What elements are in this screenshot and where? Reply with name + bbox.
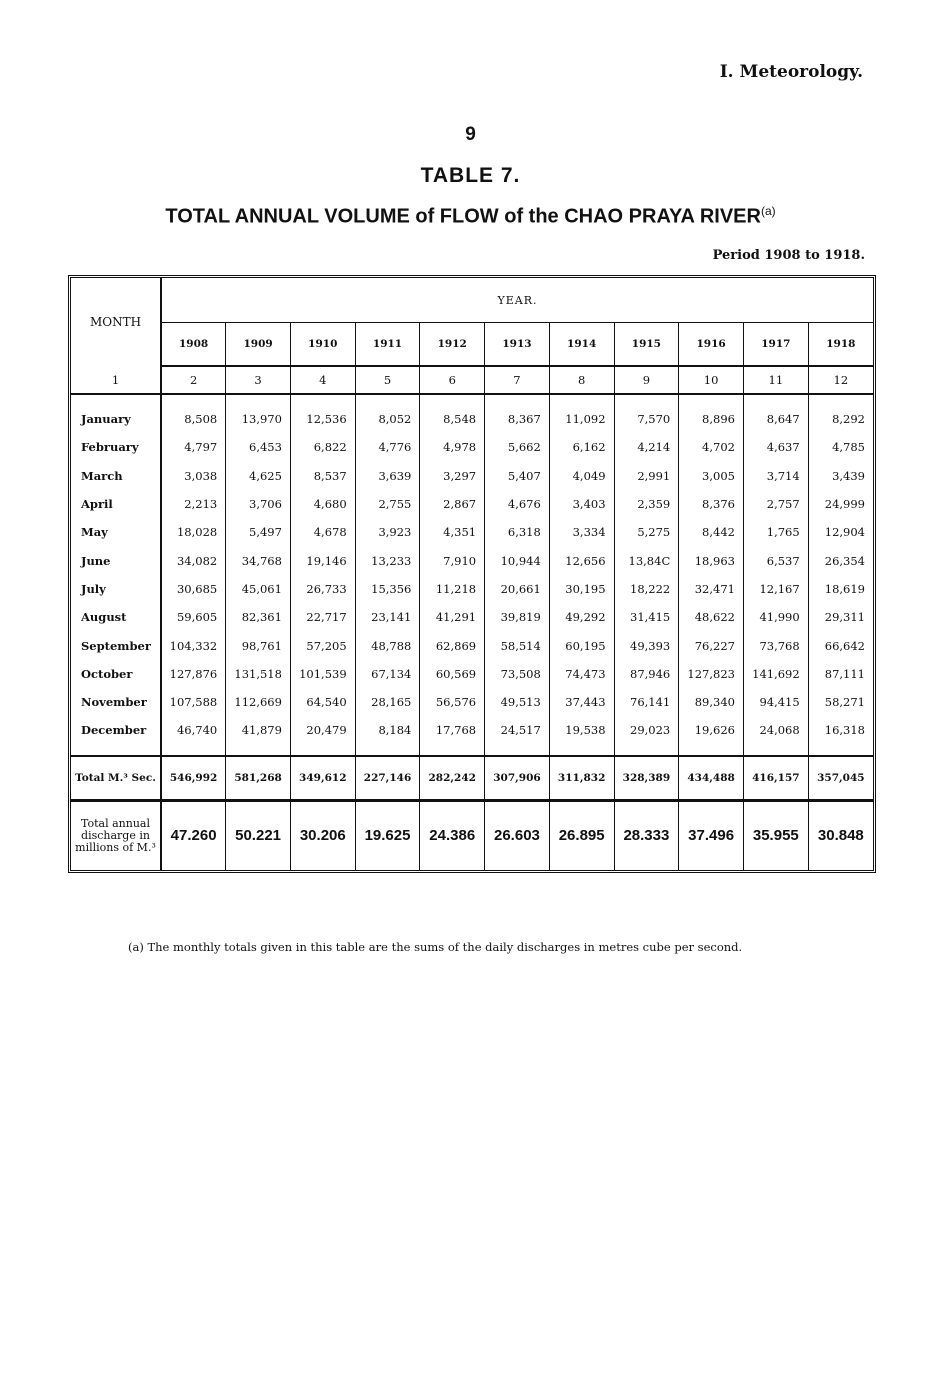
flow-value: 73,768	[743, 631, 808, 659]
flow-value: 82,361	[226, 603, 291, 631]
flow-value: 48,622	[679, 603, 744, 631]
flow-value: 20,479	[290, 716, 355, 755]
flow-value: 34,082	[161, 546, 226, 574]
flow-value: 2,359	[614, 490, 679, 518]
table-row	[71, 490, 873, 518]
footnote: (a) The monthly totals given in this table are the sums of the daily discharges in metres cube per second.	[128, 940, 743, 954]
year-header: 1909	[226, 323, 291, 367]
flow-value: 64,540	[290, 688, 355, 716]
year-header: 1908	[161, 323, 226, 367]
flow-value: 26,733	[290, 575, 355, 603]
annual-discharge-value: 30.848	[817, 827, 864, 845]
flow-value: 59,605	[161, 603, 226, 631]
flow-value: 66,642	[824, 638, 865, 653]
year-header: 1918	[808, 323, 873, 367]
month-label: December	[71, 716, 161, 755]
column-number: 6	[420, 366, 485, 394]
flow-value: 32,471	[679, 575, 744, 603]
annual-discharge-value: 19.625	[355, 800, 420, 870]
page-number: 9	[465, 124, 476, 145]
flow-value: 41,291	[420, 603, 485, 631]
flow-value: 76,141	[614, 688, 679, 716]
month-label: July	[71, 575, 161, 603]
flow-table	[71, 278, 873, 870]
flow-value: 17,768	[420, 716, 485, 755]
flow-value: 24,999	[824, 497, 865, 512]
column-number: 1	[71, 366, 161, 394]
annual-discharge-value: 26.895	[549, 800, 614, 870]
flow-value: 6,453	[226, 433, 291, 461]
month-label: March	[71, 462, 161, 490]
flow-value: 1,765	[743, 518, 808, 546]
flow-value: 2,755	[355, 490, 420, 518]
flow-value: 98,761	[226, 631, 291, 659]
flow-value: 29,023	[614, 716, 679, 755]
annual-discharge-value: 35.955	[743, 800, 808, 870]
annual-discharge-label: Total annual discharge in millions of M.³	[71, 800, 161, 870]
flow-value: 8,537	[290, 462, 355, 490]
annual-discharge-value: 50.221	[226, 800, 291, 870]
table-row	[71, 631, 873, 659]
month-label: April	[71, 490, 161, 518]
flow-value: 4,351	[420, 518, 485, 546]
table-title	[0, 204, 941, 229]
flow-value: 3,038	[161, 462, 226, 490]
flow-value: 3,706	[226, 490, 291, 518]
flow-value: 104,332	[161, 631, 226, 659]
table-row	[71, 518, 873, 546]
flow-value: 48,788	[355, 631, 420, 659]
flow-value: 3,714	[743, 462, 808, 490]
flow-value: 7,570	[614, 394, 679, 433]
table-row	[71, 546, 873, 574]
flow-value: 5,275	[614, 518, 679, 546]
flow-value: 62,869	[420, 631, 485, 659]
flow-value: 112,669	[226, 688, 291, 716]
flow-value: 11,218	[420, 575, 485, 603]
title-note-marker: (a)	[760, 204, 776, 218]
flow-value: 7,910	[420, 546, 485, 574]
flow-value: 29,311	[824, 610, 865, 625]
flow-value: 94,415	[743, 688, 808, 716]
flow-value: 5,662	[485, 433, 550, 461]
flow-value: 26,354	[824, 553, 865, 568]
flow-value: 12,536	[290, 394, 355, 433]
flow-value: 49,393	[614, 631, 679, 659]
total-value: 282,242	[420, 756, 485, 801]
flow-value: 18,619	[824, 581, 865, 596]
flow-value: 101,539	[290, 660, 355, 688]
table-row	[71, 603, 873, 631]
flow-value: 16,318	[824, 723, 865, 738]
column-number: 2	[161, 366, 226, 394]
flow-value: 89,340	[679, 688, 744, 716]
annual-discharge-value: 47.260	[161, 800, 226, 870]
flow-value: 8,052	[355, 394, 420, 433]
year-header: 1914	[549, 323, 614, 367]
column-number: 12	[808, 366, 873, 394]
flow-table-frame	[68, 275, 876, 873]
table-row	[71, 433, 873, 461]
flow-value: 11,092	[549, 394, 614, 433]
period-label: Period 1908 to 1918.	[712, 248, 865, 263]
flow-value: 3,439	[832, 468, 865, 483]
flow-value: 4,680	[290, 490, 355, 518]
flow-value: 19,538	[549, 716, 614, 755]
flow-value: 18,963	[679, 546, 744, 574]
flow-value: 6,162	[549, 433, 614, 461]
flow-value: 8,896	[679, 394, 744, 433]
month-column-header: MONTH	[71, 278, 161, 366]
column-number: 9	[614, 366, 679, 394]
flow-value: 3,005	[679, 462, 744, 490]
annual-discharge-value: 26.603	[485, 800, 550, 870]
month-label: February	[71, 433, 161, 461]
flow-value: 3,334	[549, 518, 614, 546]
month-label: September	[71, 631, 161, 659]
flow-value: 127,876	[161, 660, 226, 688]
flow-value: 8,367	[485, 394, 550, 433]
column-number: 8	[549, 366, 614, 394]
total-value: 546,992	[161, 756, 226, 801]
flow-value: 4,702	[679, 433, 744, 461]
flow-value: 8,292	[832, 412, 865, 427]
flow-value: 22,717	[290, 603, 355, 631]
month-label: August	[71, 603, 161, 631]
flow-value: 18,028	[161, 518, 226, 546]
month-label: January	[71, 394, 161, 433]
flow-value: 2,213	[161, 490, 226, 518]
flow-value: 13,84C	[614, 546, 679, 574]
flow-value: 19,626	[679, 716, 744, 755]
section-label: I. Meteorology.	[719, 62, 863, 82]
table-row	[71, 716, 873, 755]
month-label: June	[71, 546, 161, 574]
year-header: 1916	[679, 323, 744, 367]
flow-value: 3,639	[355, 462, 420, 490]
flow-value: 45,061	[226, 575, 291, 603]
table-number: TABLE 7.	[420, 164, 521, 187]
column-number: 7	[485, 366, 550, 394]
flow-value: 18,222	[614, 575, 679, 603]
flow-value: 8,647	[743, 394, 808, 433]
flow-value: 4,678	[290, 518, 355, 546]
flow-value: 30,685	[161, 575, 226, 603]
flow-value: 49,292	[549, 603, 614, 631]
flow-value: 4,776	[355, 433, 420, 461]
flow-value: 31,415	[614, 603, 679, 631]
total-row	[71, 756, 873, 801]
year-header: 1911	[355, 323, 420, 367]
table-row	[71, 688, 873, 716]
flow-value: 6,318	[485, 518, 550, 546]
flow-value: 74,473	[549, 660, 614, 688]
annual-discharge-value: 37.496	[679, 800, 744, 870]
flow-value: 23,141	[355, 603, 420, 631]
total-value: 349,612	[290, 756, 355, 801]
flow-value: 49,513	[485, 688, 550, 716]
flow-value: 10,944	[485, 546, 550, 574]
flow-value: 57,205	[290, 631, 355, 659]
flow-value: 12,656	[549, 546, 614, 574]
year-header: 1910	[290, 323, 355, 367]
column-number: 4	[290, 366, 355, 394]
total-value: 311,832	[549, 756, 614, 801]
column-number: 5	[355, 366, 420, 394]
flow-value: 12,904	[824, 525, 865, 540]
total-value: 328,389	[614, 756, 679, 801]
flow-value: 87,946	[614, 660, 679, 688]
flow-value: 46,740	[161, 716, 226, 755]
table-row	[71, 575, 873, 603]
flow-value: 2,991	[614, 462, 679, 490]
annual-discharge-value: 24.386	[420, 800, 485, 870]
column-number-row	[71, 366, 873, 394]
flow-value: 20,661	[485, 575, 550, 603]
flow-value: 37,443	[549, 688, 614, 716]
flow-value: 15,356	[355, 575, 420, 603]
annual-discharge-value: 28.333	[614, 800, 679, 870]
flow-value: 28,165	[355, 688, 420, 716]
flow-value: 24,517	[485, 716, 550, 755]
column-number: 3	[226, 366, 291, 394]
table-title-text: TOTAL ANNUAL VOLUME of FLOW of the CHAO PRAYA RIVER	[165, 205, 761, 228]
flow-value: 60,195	[549, 631, 614, 659]
flow-value: 56,576	[420, 688, 485, 716]
flow-value: 4,676	[485, 490, 550, 518]
table-row	[71, 394, 873, 433]
annual-discharge-row	[71, 800, 873, 870]
total-value: 357,045	[808, 756, 873, 801]
year-header: 1913	[485, 323, 550, 367]
total-value: 581,268	[226, 756, 291, 801]
total-value: 434,488	[679, 756, 744, 801]
flow-value: 3,297	[420, 462, 485, 490]
flow-value: 4,214	[614, 433, 679, 461]
flow-value: 13,970	[226, 394, 291, 433]
flow-value: 131,518	[226, 660, 291, 688]
column-number: 10	[679, 366, 744, 394]
flow-value: 4,049	[549, 462, 614, 490]
year-header: 1917	[743, 323, 808, 367]
flow-value: 4,797	[161, 433, 226, 461]
flow-value: 8,184	[355, 716, 420, 755]
flow-value: 3,923	[355, 518, 420, 546]
flow-value: 141,692	[743, 660, 808, 688]
flow-value: 87,111	[824, 666, 865, 681]
flow-value: 12,167	[743, 575, 808, 603]
flow-value: 58,514	[485, 631, 550, 659]
total-label: Total M.³ Sec.	[71, 756, 161, 801]
flow-value: 2,757	[743, 490, 808, 518]
flow-value: 24,068	[743, 716, 808, 755]
flow-value: 39,819	[485, 603, 550, 631]
total-value: 307,906	[485, 756, 550, 801]
flow-value: 60,569	[420, 660, 485, 688]
flow-value: 4,978	[420, 433, 485, 461]
flow-value: 19,146	[290, 546, 355, 574]
flow-value: 8,376	[679, 490, 744, 518]
table-row	[71, 462, 873, 490]
flow-value: 5,497	[226, 518, 291, 546]
flow-value: 13,233	[355, 546, 420, 574]
month-label: October	[71, 660, 161, 688]
flow-value: 8,442	[679, 518, 744, 546]
flow-value: 4,785	[832, 440, 865, 455]
column-number: 11	[743, 366, 808, 394]
year-group-header: YEAR.	[161, 278, 873, 323]
month-label: May	[71, 518, 161, 546]
flow-value: 73,508	[485, 660, 550, 688]
flow-value: 4,637	[743, 433, 808, 461]
total-value: 416,157	[743, 756, 808, 801]
flow-value: 34,768	[226, 546, 291, 574]
flow-value: 30,195	[549, 575, 614, 603]
flow-value: 6,822	[290, 433, 355, 461]
table-body	[71, 366, 873, 870]
total-value: 227,146	[355, 756, 420, 801]
annual-discharge-value: 30.206	[290, 800, 355, 870]
flow-value: 41,990	[743, 603, 808, 631]
year-header: 1915	[614, 323, 679, 367]
table-row	[71, 660, 873, 688]
flow-value: 8,548	[420, 394, 485, 433]
flow-value: 2,867	[420, 490, 485, 518]
month-label: November	[71, 688, 161, 716]
years-header-row	[71, 323, 873, 367]
flow-value: 5,407	[485, 462, 550, 490]
flow-value: 3,403	[549, 490, 614, 518]
flow-value: 6,537	[743, 546, 808, 574]
flow-value: 8,508	[161, 394, 226, 433]
flow-value: 58,271	[824, 695, 865, 710]
flow-value: 107,588	[161, 688, 226, 716]
year-header: 1912	[420, 323, 485, 367]
flow-value: 67,134	[355, 660, 420, 688]
flow-value: 127,823	[679, 660, 744, 688]
flow-value: 4,625	[226, 462, 291, 490]
flow-value: 76,227	[679, 631, 744, 659]
flow-value: 41,879	[226, 716, 291, 755]
